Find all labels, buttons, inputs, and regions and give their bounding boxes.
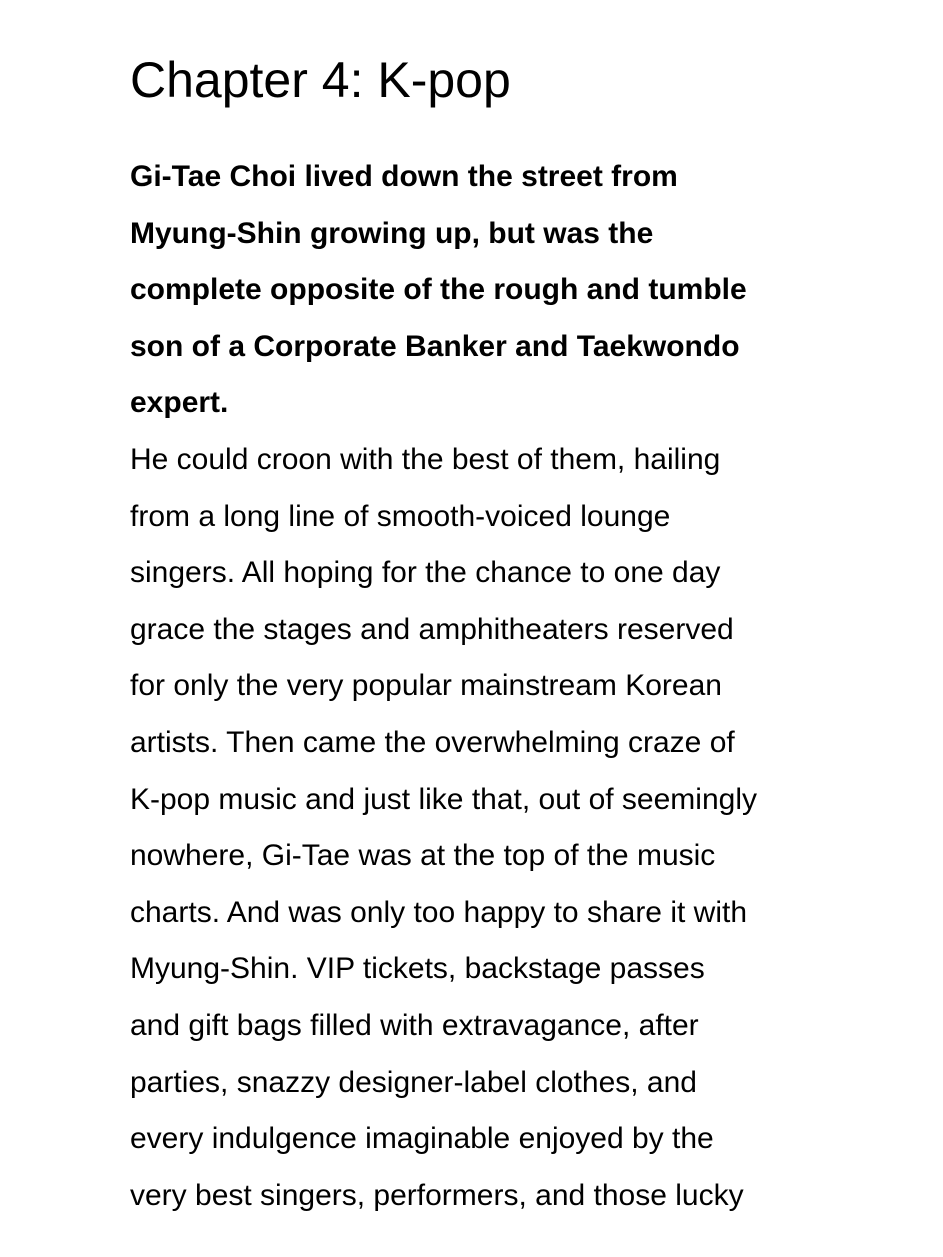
body-line: parties, snazzy designer-label clothes, and (130, 1065, 697, 1099)
intro-line: complete opposite of the rough and tumble (130, 273, 747, 307)
body-line: and gift bags filled with extravagance, after (130, 1008, 699, 1042)
intro-line: expert. (130, 386, 229, 420)
intro-paragraph (130, 149, 830, 432)
body-line: very best singers, performers, and those lucky (130, 1178, 744, 1212)
chapter-title: Chapter 4: K-pop (130, 52, 511, 108)
body-line: from a long line of smooth-voiced lounge (130, 499, 671, 533)
body-line: nowhere, Gi-Tae was at the top of the music (130, 839, 716, 873)
body-paragraph (130, 432, 830, 1224)
body-line: charts. And was only too happy to share it with (130, 895, 748, 929)
body-line: Myung-Shin. VIP tickets, backstage passes (130, 952, 705, 986)
chapter-text (130, 149, 830, 1224)
body-line: artists. Then came the overwhelming craze of (130, 725, 735, 759)
body-line: K-pop music and just like that, out of seemingly (130, 782, 757, 816)
intro-line: Myung-Shin growing up, but was the (130, 216, 654, 250)
body-line: He could croon with the best of them, hailing (130, 442, 721, 476)
body-line: every indulgence imaginable enjoyed by the (130, 1122, 714, 1156)
intro-line: Gi-Tae Choi lived down the street from (130, 160, 678, 193)
body-line: grace the stages and amphitheaters reserved (130, 612, 734, 646)
intro-line: son of a Corporate Banker and Taekwondo (130, 329, 740, 363)
body-line: singers. All hoping for the chance to one day (130, 556, 721, 590)
body-line: for only the very popular mainstream Korean (130, 669, 722, 703)
